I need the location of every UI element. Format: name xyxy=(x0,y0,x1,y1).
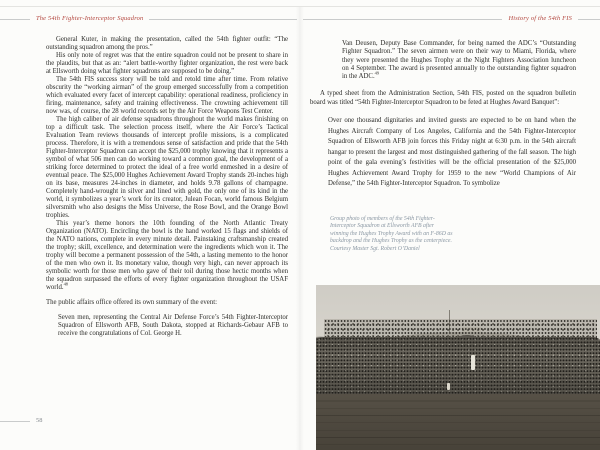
footnote-reference: 48 xyxy=(63,281,68,287)
left-running-header xyxy=(0,15,297,23)
paragraph: His only note of regret was that the entire squadron could not be present to share in the plaudits, but that as an: “alert battle-worthy fighter organization, the rest were back at Ellsworth doing what fighter squadrons are supposed to be doing.” xyxy=(46,52,288,75)
header-rule-stub xyxy=(578,19,600,20)
photo-caption-text: Group photo of members of the 54th Fighter-Interceptor Squadron at Ellsworth AFB after winning the Hughes Trophy Award with an F-86D as backdrop and the Hughes Trophy as the centerpiece. xyxy=(330,216,453,245)
photo-caption xyxy=(330,216,454,253)
header-rule xyxy=(149,19,297,20)
folio-rule xyxy=(0,421,30,422)
photo-tarmac xyxy=(316,394,600,450)
photo-crowd xyxy=(316,337,600,396)
block-quote-continuation xyxy=(342,40,576,81)
squadron-group-photo xyxy=(316,285,600,450)
paragraph: The 54th FIS success story will be told and retold time after time. From relative obscurity the “working airman” of the group emerged successfully from a competition which evaluated every facet of intercept capability: operational readiness, proficiency in firing, maintenance, safety and training effectiveness. The crowning achievement till now was, of course, the 28 world records set by the Air Force Weapons Test Center. xyxy=(46,76,288,115)
right-body-text xyxy=(310,40,576,190)
footnote-reference: 49 xyxy=(374,70,380,76)
photo-white-uniform-figure xyxy=(471,355,475,370)
paragraph-text: This year’s theme honors the 10th founding of the North Atlantic Treaty Organization (NATO). Encircling the bowl is the hand worked 15 flags and shields of the NATO nations, complete in every minute detail. Painstaking craftsmanship created the trophy; skill, excellence, and determination were the ingredients which won it. The trophy will become a permanent possession of the 54th, a lasting memento to the honor of the men who own it. Its monetary value, though very high, can never approach its symbolic worth for those men who gave of their toil during those hectic months when the squadron surpassed the efforts of every fighter organization throughout the USAF world. xyxy=(46,220,288,291)
right-running-header xyxy=(303,15,600,23)
right-running-head-title: History of the 54th FIS xyxy=(508,15,572,22)
photo-white-shirt-figure xyxy=(447,383,450,390)
left-page-footer xyxy=(0,417,42,425)
photo-credit: Courtesy Master Sgt. Robert O’Daniel xyxy=(330,245,420,252)
header-rule-stub xyxy=(0,19,30,20)
left-running-head-title: The 54th Fighter-Interceptor Squadron xyxy=(36,15,144,22)
header-rule xyxy=(303,19,502,20)
left-body-text xyxy=(46,36,288,338)
paragraph: General Kuter, in making the presentation, called the 54th fighter outfit: “The outstanding squadron among the pros.” xyxy=(46,36,288,51)
block-quote-bulletin: Over one thousand dignitaries and invited guests are expected to be on hand when the Hughes Aircraft Company of Los Angeles, California and the 54th Fighter-Interceptor Squadron of Ellsworth AFB join forces this Friday night at 6:30 p.m. in the 54th aircraft hangar to present the largest and most distinguished gathering of the fall season. The high point of the gala evening’s festivities will be the official presentation of the $25,000 Hughes Achievement Award Trophy for 1959 to the new “World Champions of Air Defense,” the 54th Fighter-Interceptor Squadron. To symbolize xyxy=(328,117,576,188)
right-page xyxy=(300,0,600,450)
paragraph xyxy=(46,220,288,292)
paragraph: The high caliber of air defense squadrons throughout the world makes finishing on top a difficult task. The selection process itself, where the Air Force’s Tactical Evaluation Team reviews thousands of intercept profile missions, is a complicated process. Therefore, it is with a tremendous sense of satisfaction and pride that the 54th Fighter-Interceptor Squadron can accept the $25,000 trophy knowing that it represents a symbol of what 506 men can do working toward a common goal, the development of a striking force determined to protect the ideal of a free world enmeshed in a desire of eventual peace. The $25,000 Hughes Achievement Award Trophy stands 20-inches high on its base, measures 24-inches in diameter, and holds 9.78 gallons of champagne. Completely hand-wrought in silver and lined with gold, the only one of its kind in the world, it symbolizes a year’s work for its creator, Julean Focan, world famous Belgium silversmith who also designs the Miss Universe, the Rose Bowl, and the Orange Bowl trophies. xyxy=(46,116,288,219)
quote-introduction: The public affairs office offered its own summary of the event: xyxy=(46,299,218,306)
block-quote: Seven men, representing the Central Air Defense Force’s 54th Fighter-Interceptor Squadron of Ellsworth AFB, South Dakota, stopped at Richards-Gebaur AFB to receive the congratulations of Col. George H. xyxy=(58,314,288,337)
page-number: 58 xyxy=(36,417,43,424)
paragraph-text: Van Deusen, Deputy Base Commander, for being named the ADC’s “Outstanding Fighter Squadron.” The seven airmen were on their way to Miami, Florida, where they were presented the Hughes Trophy at the Night Fighters Association luncheon on 4 September. The award is presented annually to the outstanding fighter squadron in the ADC. xyxy=(342,40,576,81)
paragraph: A typed sheet from the Administration Section, 54th FIS, posted on the squadron bulletin board was titled “54th Fighter-Interceptor Squadron to be feted at Hughes Award Banquet”: xyxy=(310,90,576,106)
